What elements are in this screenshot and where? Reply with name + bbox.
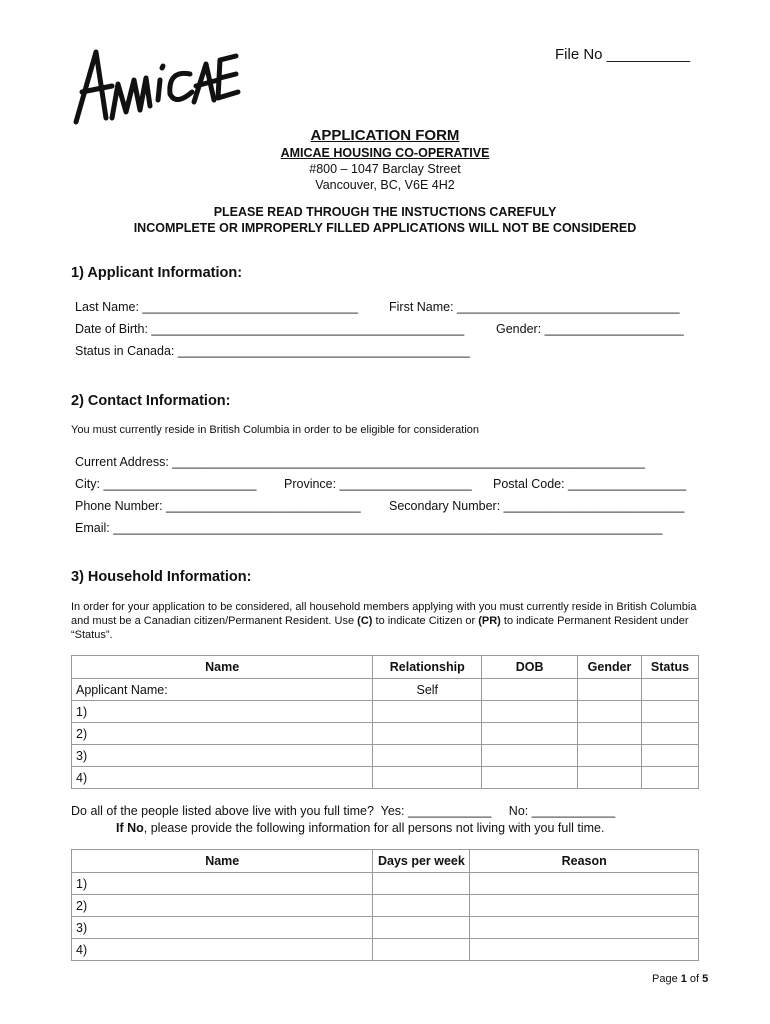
table-cell[interactable]: 1) bbox=[72, 873, 373, 895]
table-row bbox=[72, 767, 699, 789]
table-row bbox=[72, 917, 699, 939]
city-field[interactable]: City: ______________________ bbox=[75, 477, 257, 491]
column-header: Days per week bbox=[373, 850, 470, 873]
column-header: Gender bbox=[578, 656, 642, 679]
table-row bbox=[72, 745, 699, 767]
column-header: DOB bbox=[482, 656, 578, 679]
column-header: Status bbox=[642, 656, 699, 679]
table-cell[interactable] bbox=[642, 701, 699, 723]
table-cell[interactable] bbox=[578, 723, 642, 745]
if-no-instructions: If No, please provide the following information for all persons not living with you full time. bbox=[116, 821, 605, 835]
last-name-field[interactable]: Last Name: _______________________________ bbox=[75, 300, 358, 314]
table-row bbox=[72, 701, 699, 723]
column-header: Reason bbox=[470, 850, 699, 873]
table-cell[interactable] bbox=[373, 745, 482, 767]
household-instructions: In order for your application to be considered, all household members applying with you must currently reside in British Columbia and must be a Canadian citizen/Permanent Resident. Use (C) to indicate Citizen or (PR) to indicate Permanent Resident under “Status”. bbox=[71, 601, 697, 641]
table-cell[interactable] bbox=[373, 723, 482, 745]
part-time-members-table bbox=[71, 849, 699, 961]
table-cell[interactable] bbox=[578, 745, 642, 767]
table-cell[interactable]: 2) bbox=[72, 723, 373, 745]
postal-code-field[interactable]: Postal Code: _________________ bbox=[493, 477, 687, 491]
table-cell[interactable] bbox=[470, 939, 699, 961]
table-cell[interactable] bbox=[642, 767, 699, 789]
instructions-warning-2: INCOMPLETE OR IMPROPERLY FILLED APPLICATIONS WILL NOT BE CONSIDERED bbox=[133, 221, 637, 235]
section-contact-heading: 2) Contact Information: bbox=[71, 393, 231, 409]
org-name: AMICAE HOUSING CO-OPERATIVE bbox=[280, 146, 490, 160]
column-header: Name bbox=[72, 656, 373, 679]
phone-number-field[interactable]: Phone Number: ____________________________ bbox=[75, 499, 361, 513]
file-number-field[interactable]: File No __________ bbox=[555, 46, 691, 63]
instructions-warning-1: PLEASE READ THROUGH THE INSTUCTIONS CAREFULY bbox=[213, 205, 557, 219]
current-address-field[interactable]: Current Address: ____________________________________________________________________ bbox=[75, 455, 645, 469]
table-cell[interactable] bbox=[373, 701, 482, 723]
gender-field[interactable]: Gender: ____________________ bbox=[496, 322, 684, 336]
table-row bbox=[72, 723, 699, 745]
province-field[interactable]: Province: ___________________ bbox=[284, 477, 472, 491]
table-cell[interactable] bbox=[470, 917, 699, 939]
table-cell[interactable]: 3) bbox=[72, 745, 373, 767]
table-cell[interactable] bbox=[482, 701, 578, 723]
household-members-table bbox=[71, 655, 699, 789]
table-cell[interactable] bbox=[373, 895, 470, 917]
status-in-canada-field[interactable]: Status in Canada: __________________________________________ bbox=[75, 344, 470, 358]
table-row bbox=[72, 873, 699, 895]
table-cell[interactable] bbox=[373, 939, 470, 961]
table-cell[interactable] bbox=[482, 745, 578, 767]
table-cell[interactable]: 2) bbox=[72, 895, 373, 917]
table-cell[interactable] bbox=[642, 723, 699, 745]
table-cell[interactable] bbox=[578, 679, 642, 701]
column-header: Relationship bbox=[373, 656, 482, 679]
table-cell[interactable] bbox=[373, 767, 482, 789]
table-row bbox=[72, 895, 699, 917]
table-cell[interactable]: Applicant Name: bbox=[72, 679, 373, 701]
table-cell[interactable] bbox=[578, 701, 642, 723]
section-household-heading: 3) Household Information: bbox=[71, 569, 252, 585]
table-cell[interactable]: 3) bbox=[72, 917, 373, 939]
amicae-logo bbox=[72, 40, 242, 130]
first-name-field[interactable]: First Name: ________________________________ bbox=[389, 300, 680, 314]
full-time-question[interactable]: Do all of the people listed above live with you full time? Yes: ____________ No: ____________ bbox=[71, 804, 616, 818]
address-line-2: Vancouver, BC, V6E 4H2 bbox=[315, 178, 455, 192]
page-number: Page 1 of 5 bbox=[652, 973, 709, 985]
table-cell[interactable] bbox=[470, 895, 699, 917]
table-cell[interactable] bbox=[642, 745, 699, 767]
table-cell[interactable] bbox=[470, 873, 699, 895]
table-cell[interactable] bbox=[482, 723, 578, 745]
date-of-birth-field[interactable]: Date of Birth: _____________________________________________ bbox=[75, 322, 465, 336]
table-cell[interactable]: 4) bbox=[72, 767, 373, 789]
table-cell[interactable]: 1) bbox=[72, 701, 373, 723]
table-row bbox=[72, 939, 699, 961]
table-cell[interactable]: 4) bbox=[72, 939, 373, 961]
form-title: APPLICATION FORM bbox=[310, 127, 460, 144]
table-cell[interactable] bbox=[482, 679, 578, 701]
section-applicant-heading: 1) Applicant Information: bbox=[71, 265, 243, 281]
table-row bbox=[72, 679, 699, 701]
table-cell[interactable] bbox=[642, 679, 699, 701]
email-field[interactable]: Email: _______________________________________________________________________________ bbox=[75, 521, 663, 535]
table-cell[interactable] bbox=[482, 767, 578, 789]
table-cell[interactable] bbox=[373, 873, 470, 895]
residency-note: You must currently reside in British Columbia in order to be eligible for consideration bbox=[71, 424, 480, 436]
table-cell[interactable]: Self bbox=[373, 679, 482, 701]
table-cell[interactable] bbox=[373, 917, 470, 939]
column-header: Name bbox=[72, 850, 373, 873]
secondary-number-field[interactable]: Secondary Number: __________________________ bbox=[389, 499, 685, 513]
table-cell[interactable] bbox=[578, 767, 642, 789]
address-line-1: #800 – 1047 Barclay Street bbox=[309, 162, 461, 176]
